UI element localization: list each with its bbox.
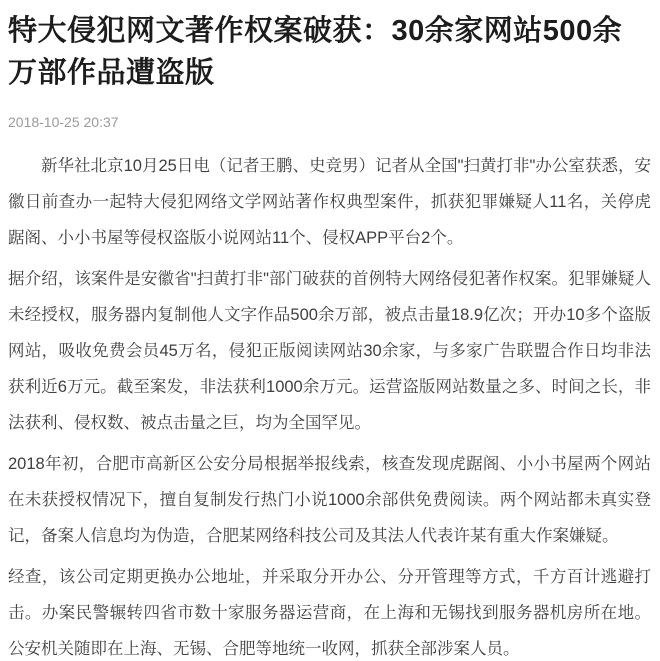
article-paragraph: 2018年初，合肥市高新区公安分局根据举报线索，核查发现虎踞阁、小小书屋两个网站在未获授权情况下，擅自复制发行热门小说1000余部供免费阅读。两个网站都未真实登记，备案人信息均为伪造，合肥某网络科技公司及其法人代表许某有重大作案嫌疑。 [8,455,651,545]
page-title: 特大侵犯网文著作权案破获：30余家网站500余万部作品遭盗版 [8,15,623,89]
article-body [8,148,651,661]
article-paragraph: 新华社北京10月25日电（记者王鹏、史竞男）记者从全国"扫黄打非"办公室获悉，安徽日前查办一起特大侵犯网络文学网站著作权典型案件，抓获犯罪嫌疑人11名，关停虎踞阁、小小书屋等侵权盗版小说网站11个、侵权APP平台2个。 [8,157,651,247]
publish-date: 2018-10-25 20:37 [8,114,119,130]
article-paragraph: 据介绍，该案件是安徽省"扫黄打非"部门破获的首例特大网络侵犯著作权案。犯罪嫌疑人未经授权，服务器内复制他人文字作品500余万部，被点击量18.9亿次；开办10多个盗版网站，吸收免费会员45万名，侵犯正版阅读网站30余家，与多家广告联盟合作日均非法获利近6万元。截至案发，非法获利1000余万元。运营盗版网站数量之多、时间之长，非法获利、侵权数、被点击量之巨，均为全国罕见。 [8,270,651,432]
article-paragraph: 经查，该公司定期更换办公地址，并采取分开办公、分开管理等方式，千方百计逃避打击。办案民警辗转四省市数十家服务器运营商，在上海和无锡找到服务器机房所在地。公安机关随即在上海、无锡、合肥等地统一收网，抓获全部涉案人员。 [8,568,651,658]
